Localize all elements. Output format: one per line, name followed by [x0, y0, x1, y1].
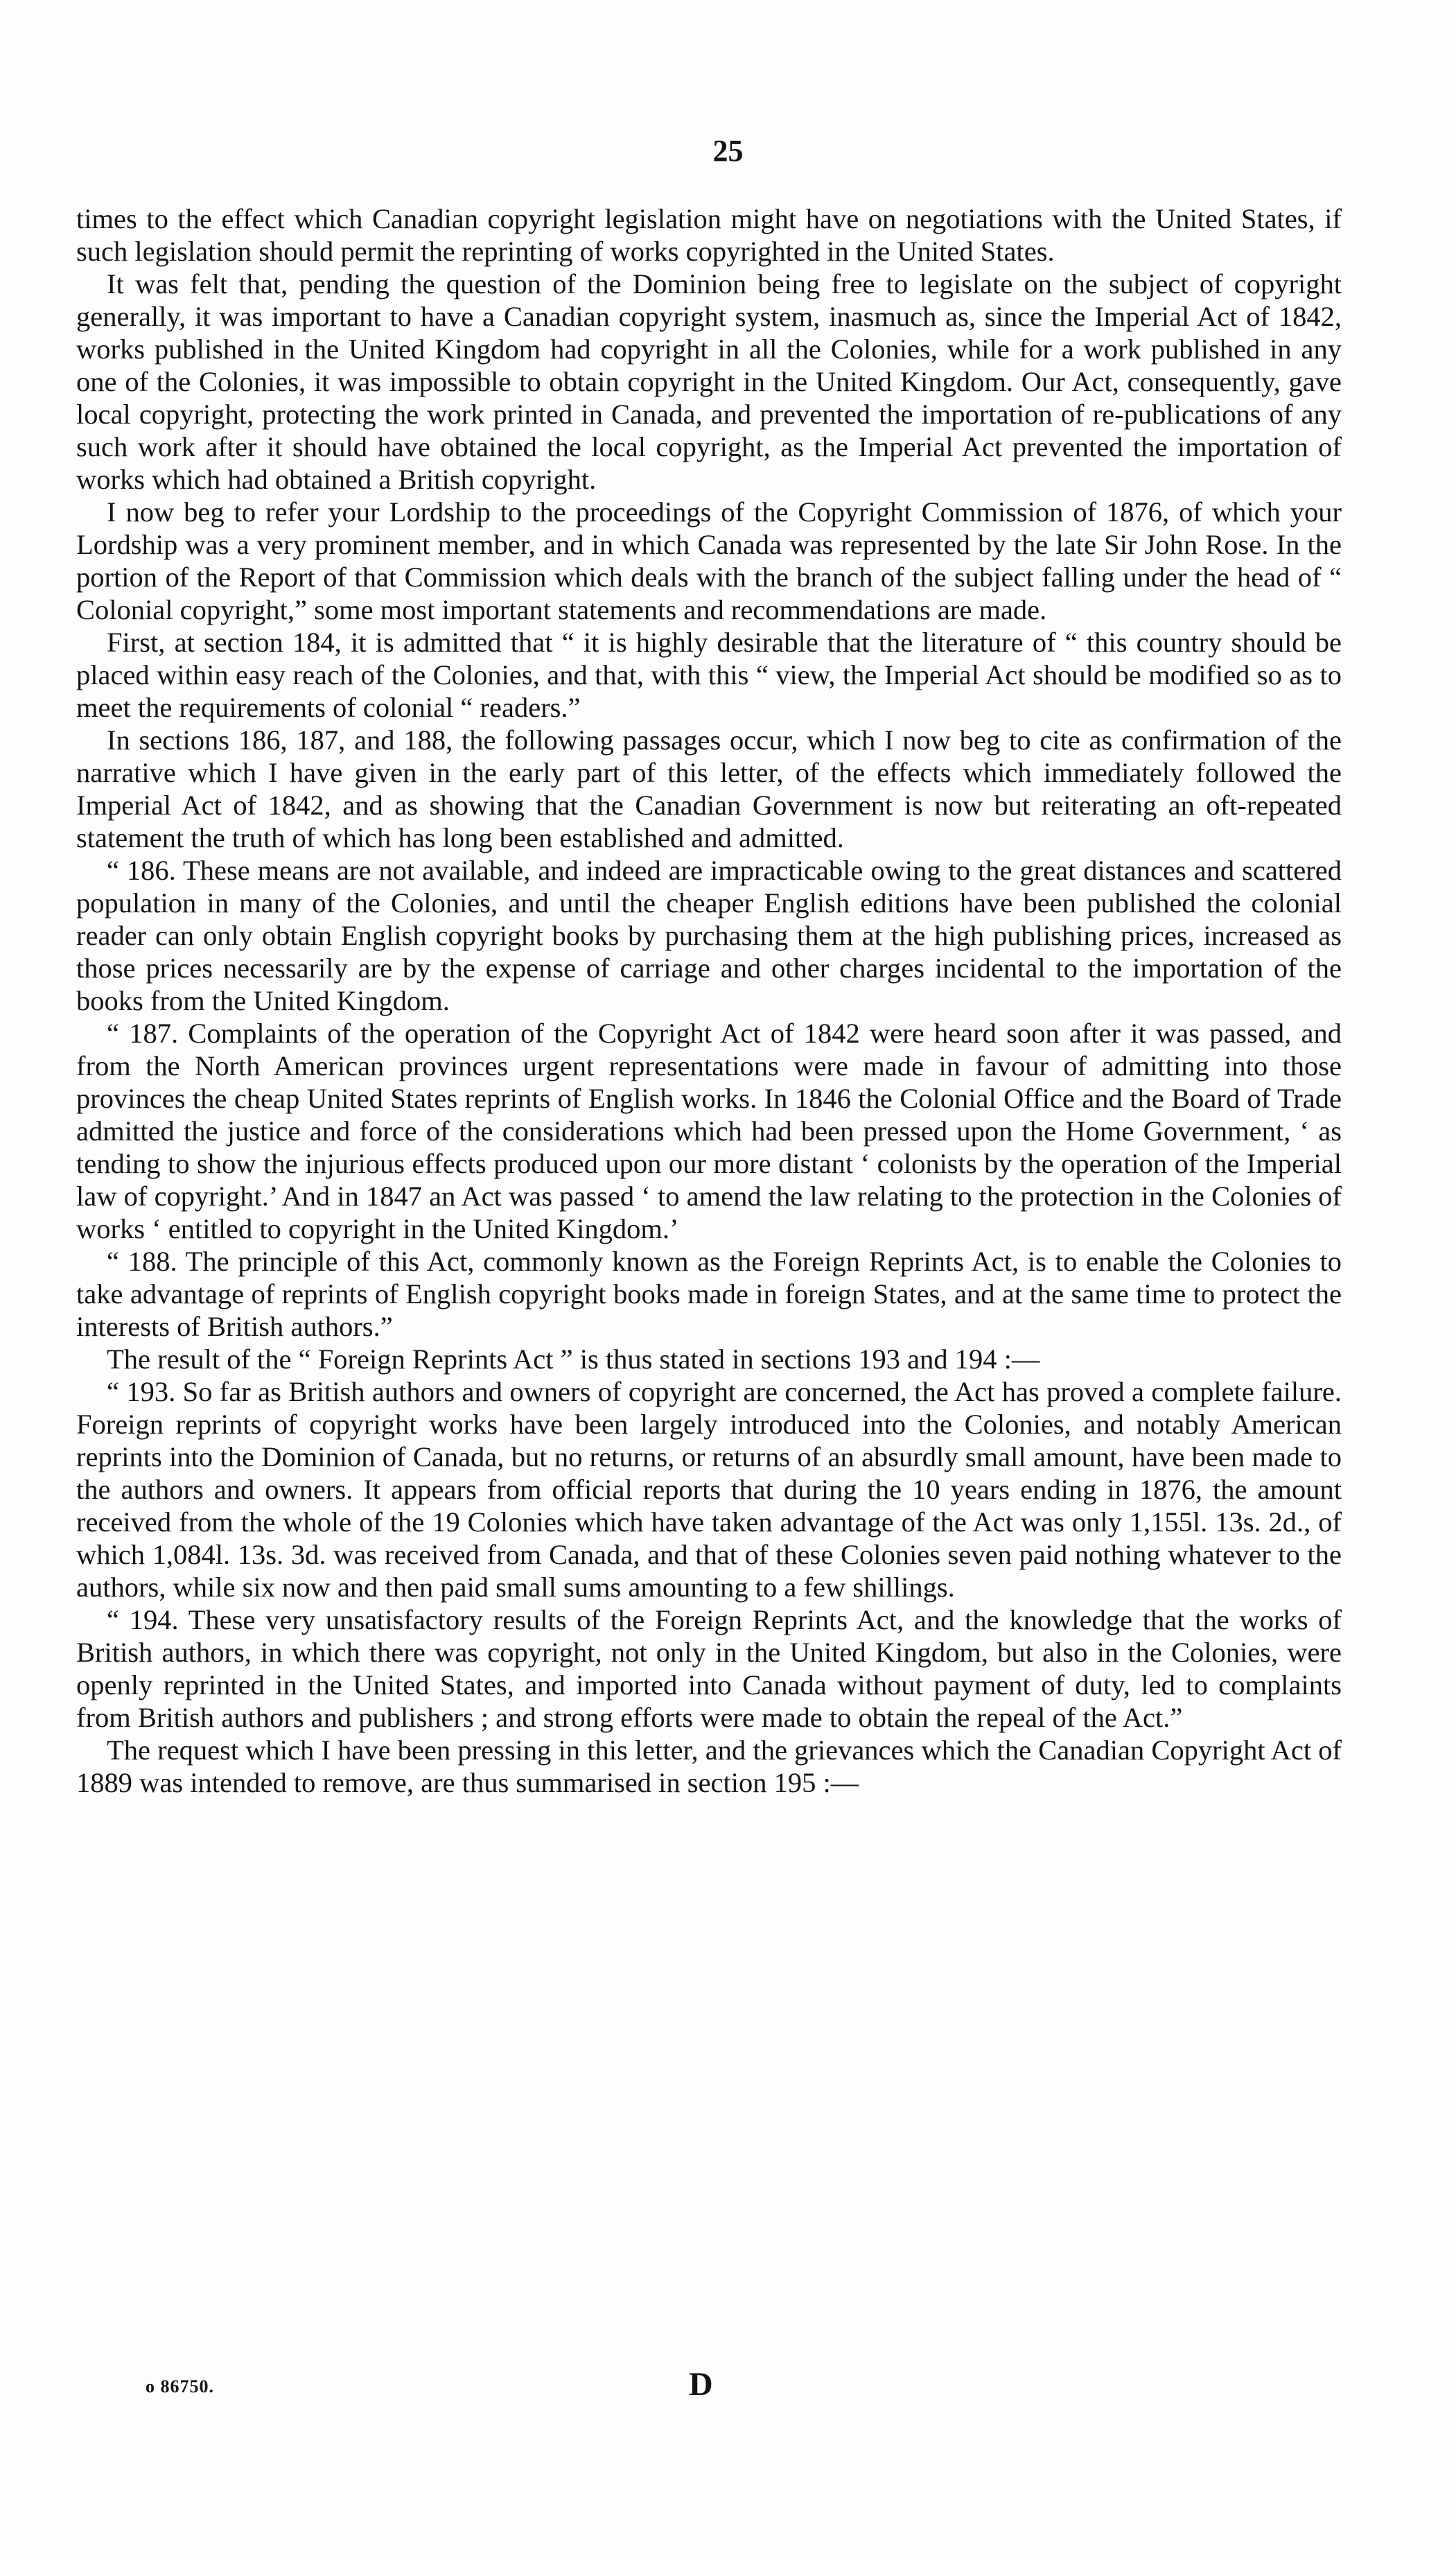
quote-section-194: “ 194. These very unsatisfactory results of the Foreign Reprints Act, and the knowledge that the works of British authors, in which there was copyright, not only in the United Kingdom, but also in the Colonies, were openly reprinted in the United States, and imported into Canada without payment of duty, led to complaints from British authors and publishers ; and strong efforts were made to obtain the repeal of the Act.”: [76, 1604, 1342, 1733]
quote-section-188: “ 188. The principle of this Act, commonly known as the Foreign Reprints Act, is to enable the Colonies to take advantage of reprints of English copyright books made in foreign States, and at the same time to protect the interests of British authors.”: [76, 1246, 1342, 1342]
quote-section-186: “ 186. These means are not available, and indeed are impracticable owing to the great distances and scattered population in many of the Colonies, and until the cheaper English editions have been published the colonial reader can only obtain English copyright books by purchasing them at the high publishing prices, increased as those prices necessarily are by the expense of carriage and other charges incidental to the importation of the books from the United Kingdom.: [76, 855, 1342, 1016]
paragraph-local-copyright: It was felt that, pending the question of the Dominion being free to legislate on the subject of copyright generally, it was important to have a Canadian copyright system, inasmuch as, since the Imperial Act of 1842, works published in the United Kingdom had copyright in all the Colonies, while for a work published in any one of the Colonies, it was impossible to obtain copyright in the United Kingdom. Our Act, consequently, gave local copyright, protecting the work printed in Canada, and prevented the importation of re-publications of any such work after it should have obtained the local copyright, as the Imperial Act prevented the importation of works which had obtained a British copyright.: [76, 268, 1342, 495]
body-text: [76, 202, 1342, 1799]
quote-section-187: “ 187. Complaints of the operation of the Copyright Act of 1842 were heard soon after it was passed, and from the North American provinces urgent representations were made in favour of admitting into those provinces the cheap United States reprints of English works. In 1846 the Colonial Office and the Board of Trade admitted the justice and force of the considerations which had been pressed upon the Home Government, ‘ as tending to show the injurious effects produced upon our more distant ‘ colonists by the operation of the Imperial law of copyright.’ And in 1847 an Act was passed ‘ to amend the law relating to the protection in the Colonies of works ‘ entitled to copyright in the United Kingdom.’: [76, 1018, 1342, 1244]
paragraph-sections-186-188: In sections 186, 187, and 188, the following passages occur, which I now beg to cite as confirmation of the narrative which I have given in the early part of this letter, of the effects which immediately followed the Imperial Act of 1842, and as showing that the Canadian Government is now but reiterating an oft-repeated statement the truth of which has long been established and admitted.: [76, 724, 1342, 853]
paragraph-commission-1876: I now beg to refer your Lordship to the proceedings of the Copyright Commission of 1876, of which your Lordship was a very prominent member, and in which Canada was represented by the late Sir John Rose. In the portion of the Report of that Commission which deals with the branch of the subject falling under the head of “ Colonial copyright,” some most important statements and recommendations are made.: [76, 496, 1342, 625]
signature-mark: D: [689, 2366, 713, 2403]
paragraph-result-foreign-reprints: The result of the “ Foreign Reprints Act ” is thus stated in sections 193 and 194 :—: [107, 1343, 1040, 1375]
page-number: 25: [712, 134, 744, 168]
quote-section-193: “ 193. So far as British authors and owners of copyright are concerned, the Act has proved a complete failure. Foreign reprints of copyright works have been largely introduced into the Colonies, and notably American reprints into the Dominion of Canada, but no returns, or returns of an absurdly small amount, have been made to the authors and owners. It appears from official reports that during the 10 years ending in 1876, the amount received from the whole of the 19 Colonies which have taken advantage of the Act was only 1,155l. 13s. 2d., of which 1,084l. 13s. 3d. was received from Canada, and that of these Colonies seven paid nothing whatever to the authors, while six now and then paid small sums amounting to a few shillings.: [76, 1376, 1342, 1603]
paragraph-section-195: The request which I have been pressing in this letter, and the grievances which the Canadian Copyright Act of 1889 was intended to remove, are thus summarised in section 195 :—: [76, 1734, 1342, 1798]
paragraph-section-184: First, at section 184, it is admitted that “ it is highly desirable that the literature of “ this country should be placed within easy reach of the Colonies, and that, with this “ view, the Imperial Act should be modified so as to meet the requirements of colonial “ readers.”: [76, 627, 1342, 723]
paragraph-continuation: times to the effect which Canadian copyright legislation might have on negotiations with the United States, if such legislation should permit the reprinting of works copyrighted in the United States.: [76, 203, 1342, 267]
print-code: o 86750.: [146, 2376, 214, 2396]
